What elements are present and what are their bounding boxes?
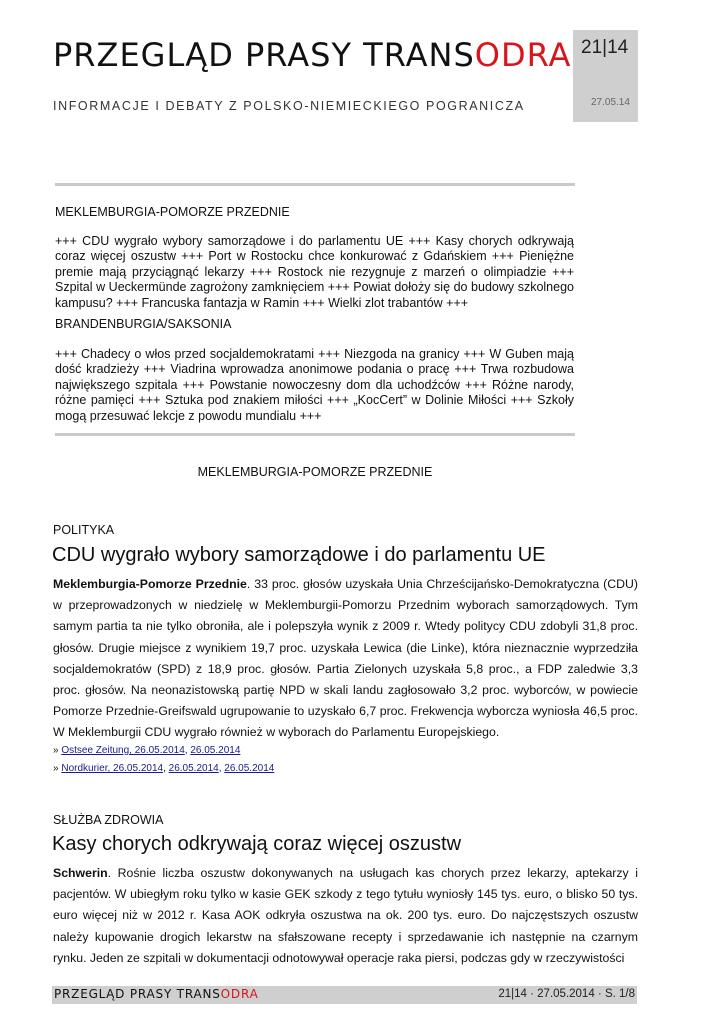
source-prefix: » [53, 763, 62, 774]
source-link[interactable]: 26.05.2014 [224, 763, 275, 774]
article-lead: Schwerin [53, 866, 108, 880]
source-link[interactable]: 26.05.2014 [168, 763, 219, 774]
masthead-subtitle: INFORMACJE I DEBATY Z POLSKO-NIEMIECKIEGO POGRANICZA [53, 99, 525, 113]
footer-title [54, 987, 259, 1001]
summary-heading-bb: BRANDENBURGIA/SAKSONIA [55, 317, 232, 331]
source-line: » Nordkurier, 26.05.2014, 26.05.2014, 26.05.2014 [53, 763, 275, 774]
source-link[interactable]: Ostsee Zeitung, 26.05.2014 [61, 745, 185, 756]
summary-heading-mv: MEKLEMBURGIA-POMORZE PRZEDNIE [55, 205, 290, 219]
source-link[interactable]: Nordkurier, 26.05.2014 [61, 763, 164, 774]
bottom-divider [55, 433, 575, 436]
article-category: POLITYKA [53, 523, 115, 537]
masthead-title [53, 36, 571, 74]
article-category: SŁUŻBA ZDROWIA [53, 813, 164, 827]
source-link[interactable]: 26.05.2014 [190, 745, 241, 756]
footer-title-main: PRZEGLĄD PRASY TRANS [54, 987, 221, 1001]
section-heading: MEKLEMBURGIA-POMORZE PRZEDNIE [197, 465, 433, 479]
issue-date: 27.05.14 [591, 97, 630, 108]
article-text: . Rośnie liczba oszustw dokonywanych na usługach kas chorych przez lekarzy, aptekarzy i pacjentów. W ubiegłym roku tylko w kasie GEK szkody z tego tytułu wyniosły 145 tys. euro, o blisko 50 tys. euro więcej niż w 2012 r. Kasa AOK odkryła oszustwa na ok. 200 tys. euro. Do najczęstszych oszustw należy kupowanie drogich lekarstw na sfałszowane recepty i sprzedawanie ich następnie na czarnym rynku. Jeden ze szpitali w dokumentacji odnotowywał operacje raka piersi, podczas gdy w rzeczywistości [53, 866, 638, 965]
footer-page-info: 21|14 · 27.05.2014 · S. 1/8 [498, 988, 635, 1000]
masthead-title-accent: ODRA [474, 36, 572, 74]
summary-text-bb: +++ Chadecy o włos przed socjaldemokratami +++ Niezgoda na granicy +++ W Guben mają dość kradzieży +++ Viadrina wprowadza anonimowe podania o pracę +++ Trwa rozbudowa największego szpitala +++ Powstanie nowoczesny dom dla uchodźców +++ Różne narody, różne pamięci +++ Sztuka pod znakiem miłości +++ „KocCert” w Dolinie Miłości +++ Szkoły mogą przesuwać lekcje z powodu mundialu +++ [55, 347, 574, 423]
masthead-title-main: PRZEGLĄD PRASY TRANS [53, 36, 475, 74]
article-body [53, 574, 638, 744]
source-line: » Ostsee Zeitung, 26.05.2014, 26.05.2014 [53, 745, 241, 756]
source-prefix: » [53, 745, 62, 756]
article-text: . 33 proc. głosów uzyskała Unia Chrześcijańsko-Demokratyczna (CDU) w przeprowadzonych w niedzielę w Meklemburgii-Pomorzu Przednim wyborach samorządowych. Tym samym partia ta nie tylko obroniła, ale i polepszyła wynik z 2009 r. Wtedy politycy CDU zdobyli 31,8 proc. głosów. Drugie miejsce z wynikiem 19,7 proc. uzyskała Lewica (die Linke), która nieznacznie wyprzedziła socjaldemokratów (SPD) z 18,9 proc. głosów. Partia Zielonych uzyskała 5,8 proc., a FDP zaledwie 3,3 proc. głosów. Na neonazistowską partię NPD w skali landu zagłosowało 3,2 proc. wyborców, w powiecie Pomorze Przednie-Greifswald ugrupowanie to uzyskało 6,7 proc. Frekwencja wyborcza wyniosła 46,5 proc. W Meklemburgii CDU wygrało również w wyborach do Parlamentu Europejskiego. [53, 577, 638, 740]
article-headline: Kasy chorych odkrywają coraz więcej oszustw [52, 833, 462, 855]
article-body [53, 863, 638, 969]
issue-box [573, 30, 638, 122]
footer-title-accent: ODRA [220, 987, 259, 1001]
article-headline: CDU wygrało wybory samorządowe i do parlamentu UE [52, 544, 546, 566]
issue-number: 21|14 [581, 37, 629, 58]
summary-text-mv: +++ CDU wygrało wybory samorządowe i do parlamentu UE +++ Kasy chorych odkrywają coraz więcej oszustw +++ Port w Rostocku chce konkurować z Gdańskiem +++ Pieniężne premie mają przyciągnąć lekarzy +++ Rostock nie rezygnuje z marzeń o olimpiadzie +++ Szpital w Ueckermünde zagrożony zamknięciem +++ Powiat dołoży się do budowy szkolnego kampusu? +++ Francuska fantazja w Ramin +++ Wielki zlot trabantów +++ [55, 234, 574, 310]
top-divider [55, 183, 575, 186]
article-lead: Meklemburgia-Pomorze Przednie [53, 577, 247, 591]
page-footer [52, 986, 637, 1004]
